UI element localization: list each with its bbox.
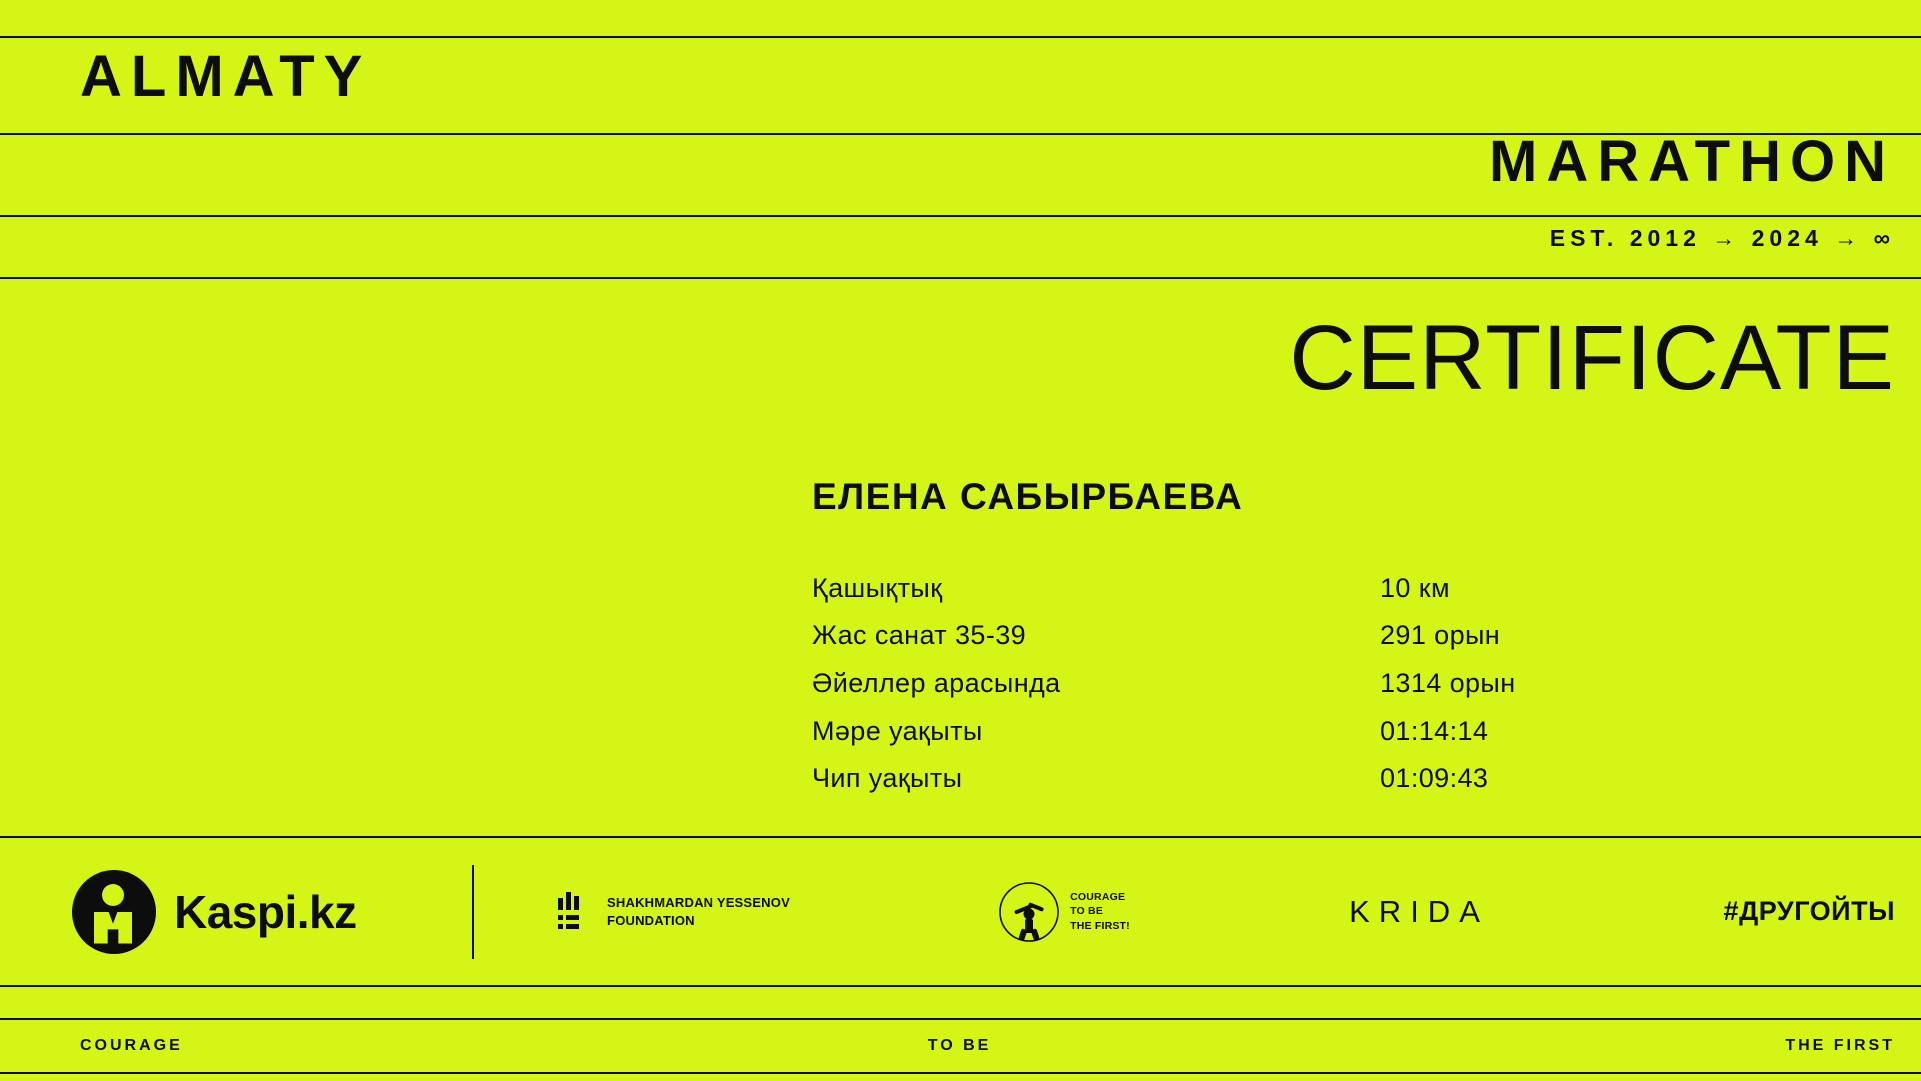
athlete-name: ЕЛЕНА САБЫРБАЕВА bbox=[812, 476, 1244, 517]
sponsor-krida bbox=[1254, 838, 1584, 985]
sponsor-kaspi bbox=[0, 838, 472, 985]
table-row bbox=[812, 763, 1662, 811]
table-row bbox=[812, 716, 1662, 763]
result-label: Жас санат 35-39 bbox=[812, 620, 1027, 650]
footer-middle-text: TO BE bbox=[927, 1037, 992, 1054]
result-value: 1314 орын bbox=[1380, 668, 1516, 698]
divider-line bbox=[0, 215, 1921, 217]
footer-right-text: THE FIRST bbox=[1785, 1037, 1895, 1054]
kaspi-wordmark: Kaspi.kz bbox=[174, 885, 357, 938]
result-value: 01:14:14 bbox=[1380, 716, 1489, 746]
table-row bbox=[812, 573, 1662, 620]
drugoity-hashtag: #ДРУГОЙТЫ bbox=[1723, 896, 1895, 926]
yessenov-logo-icon bbox=[558, 892, 594, 932]
brand-almaty: ALMATY bbox=[80, 44, 372, 109]
result-value: 01:09:43 bbox=[1380, 763, 1489, 793]
krida-wordmark: KRIDA bbox=[1349, 893, 1489, 929]
corporate-line-2: TO BE bbox=[1070, 905, 1104, 918]
divider-line bbox=[0, 277, 1921, 279]
result-label: Қашықтық bbox=[812, 573, 943, 603]
divider-line bbox=[0, 1072, 1921, 1074]
result-value: 291 орын bbox=[1380, 620, 1501, 650]
divider-line bbox=[0, 985, 1921, 987]
established-text: EST. 2012 → 2024 → ∞ bbox=[1549, 225, 1895, 251]
kaspi-logo-icon bbox=[72, 870, 156, 954]
corporate-fund-logo-icon bbox=[998, 881, 1060, 943]
result-label: Әйеллер арасында bbox=[812, 668, 1061, 698]
corporate-line-1: COURAGE bbox=[1070, 891, 1126, 904]
table-row bbox=[812, 620, 1662, 668]
footer-left-text: COURAGE bbox=[80, 1037, 183, 1054]
sponsor-strip bbox=[0, 838, 1921, 985]
yessenov-line-2: FOUNDATION bbox=[607, 912, 695, 928]
corporate-line-3: THE FIRST! bbox=[1070, 919, 1130, 932]
results-table bbox=[812, 573, 1662, 811]
yessenov-line-1: SHAKHMARDAN YESSENOV bbox=[607, 895, 790, 911]
result-value: 10 км bbox=[1380, 573, 1450, 603]
sponsor-drugoity bbox=[1584, 838, 1921, 985]
table-row bbox=[812, 668, 1662, 716]
footer-slogan bbox=[0, 1020, 1921, 1072]
page-title: CERTIFICATE bbox=[1289, 307, 1895, 409]
brand-marathon: MARATHON bbox=[1489, 129, 1895, 194]
divider-line bbox=[0, 36, 1921, 38]
sponsor-corporate-fund bbox=[874, 838, 1254, 985]
result-label: Мәре уақыты bbox=[812, 716, 983, 746]
result-label: Чип уақыты bbox=[812, 763, 963, 793]
sponsor-yessenov bbox=[474, 838, 874, 985]
